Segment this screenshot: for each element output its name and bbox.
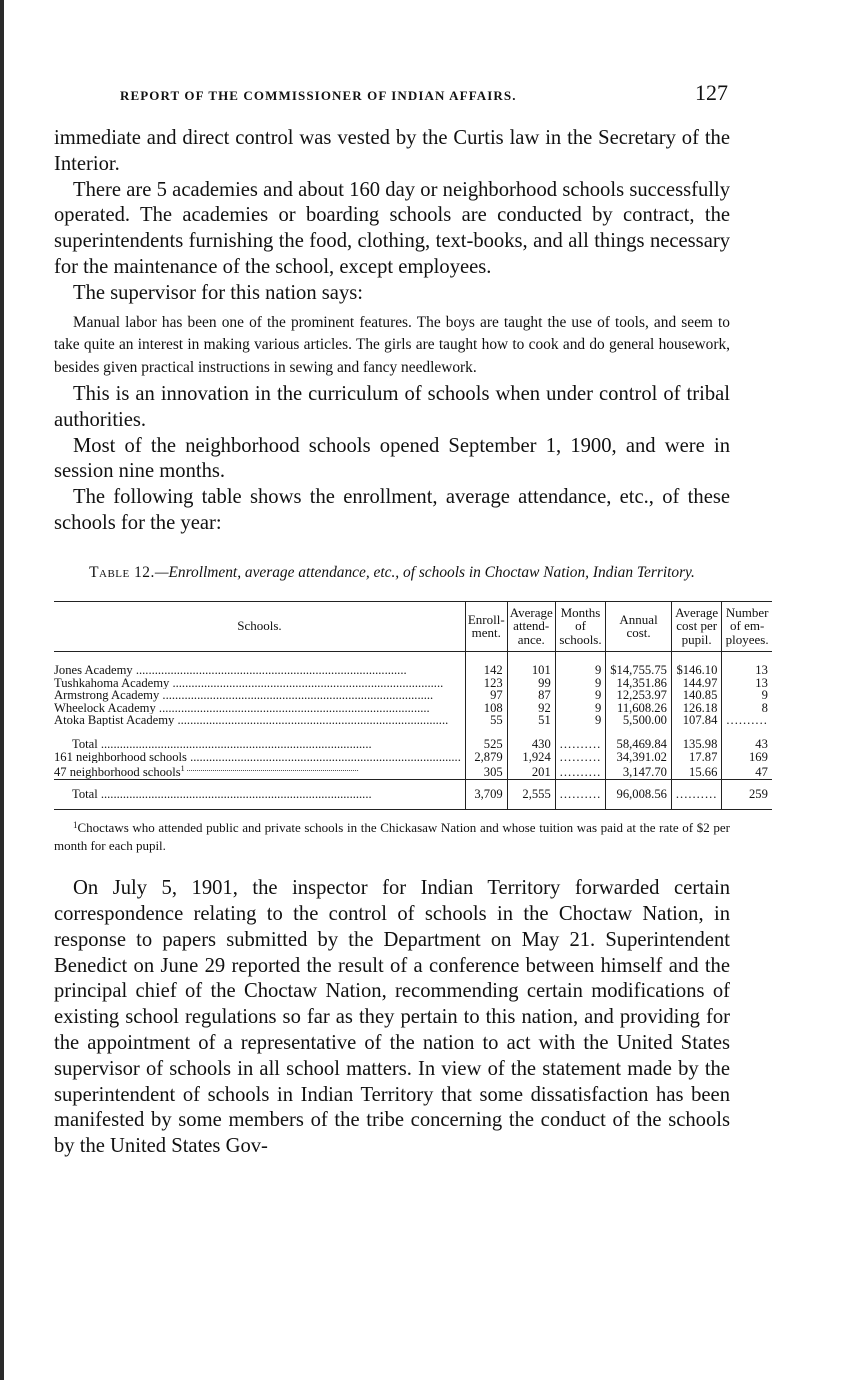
running-head: REPORT OF THE COMMISSIONER OF INDIAN AFFAIRS. bbox=[120, 88, 517, 103]
enrollment-cell: 55 bbox=[465, 714, 507, 726]
subtotal-row bbox=[54, 726, 772, 750]
per-pupil-cell: 15.66 bbox=[671, 763, 721, 779]
page-number: 127 bbox=[695, 80, 728, 105]
per-pupil-cell: 17.87 bbox=[671, 751, 721, 763]
col-header-schools: Schools. bbox=[54, 601, 465, 652]
cost-cell: 5,500.00 bbox=[606, 714, 672, 726]
attendance-cell: 51 bbox=[507, 714, 555, 726]
school-name: Atoka Baptist Academy ..... bbox=[54, 714, 448, 726]
paragraph-supervisor: The supervisor for this nation says: bbox=[73, 281, 363, 304]
table-footnote bbox=[54, 817, 730, 854]
enrollment-cell: 2,879 bbox=[465, 751, 507, 763]
cost-cell: 12,253.97 bbox=[606, 689, 672, 701]
grand-total-label: Total ..... bbox=[54, 787, 372, 801]
table-row bbox=[54, 714, 772, 726]
enrollment-cell: 97 bbox=[465, 689, 507, 701]
attendance-cell: 2,555 bbox=[507, 779, 555, 809]
months-cell: .......... bbox=[555, 763, 605, 779]
paragraph-table-intro: The following table shows the enrollment, average attendance, etc., of these schools for the year: bbox=[54, 486, 730, 535]
grand-total-row bbox=[54, 779, 772, 809]
per-pupil-cell: 135.98 bbox=[671, 726, 721, 750]
employees-cell: 169 bbox=[722, 751, 772, 763]
table-caption-lead: Table 12. bbox=[89, 563, 155, 581]
employees-cell: 47 bbox=[722, 763, 772, 779]
paragraph-innovation: This is an innovation in the curriculum of schools when under control of tribal authorities. bbox=[54, 383, 730, 431]
attendance-cell: 99 bbox=[507, 677, 555, 689]
cost-cell: 11,608.26 bbox=[606, 702, 672, 714]
enrollment-cell: 305 bbox=[465, 763, 507, 779]
attendance-cell: 1,924 bbox=[507, 751, 555, 763]
paragraph-continued: immediate and direct control was vested by the Curtis law in the Secretary of the Interior. bbox=[54, 127, 730, 175]
col-header-employees: Number of em-ployees. bbox=[722, 601, 772, 652]
per-pupil-cell: 126.18 bbox=[671, 702, 721, 714]
employees-cell: .......... bbox=[722, 714, 772, 726]
employees-cell: 259 bbox=[722, 779, 772, 809]
table-row bbox=[54, 751, 772, 763]
table-caption bbox=[54, 563, 730, 583]
col-header-attendance: Average attend-ance. bbox=[507, 601, 555, 652]
page bbox=[54, 78, 769, 1160]
months-cell: 9 bbox=[555, 714, 605, 726]
attendance-cell: 92 bbox=[507, 702, 555, 714]
per-pupil-cell: 107.84 bbox=[671, 714, 721, 726]
enrollment-cell: 3,709 bbox=[465, 779, 507, 809]
table-row bbox=[54, 652, 772, 677]
school-name: 47 neighborhood schools bbox=[54, 765, 181, 780]
enrollment-cell: 108 bbox=[465, 702, 507, 714]
months-cell: 9 bbox=[555, 689, 605, 701]
school-name: Armstrong Academy ..... bbox=[54, 689, 433, 701]
paragraph-academies: There are 5 academies and about 160 day or neighborhood schools successfully operated. The academies or boarding schools are conducted by contract, the superintendents furnishing the food, clothing, text-books, and all things necessary for the maintenance of the school, except employees. bbox=[54, 178, 730, 278]
cost-cell: 96,008.56 bbox=[606, 779, 672, 809]
attendance-cell: 101 bbox=[507, 652, 555, 677]
employees-cell: 13 bbox=[722, 677, 772, 689]
footnote-marker: 1 bbox=[73, 820, 78, 831]
enrollment-cell: 142 bbox=[465, 652, 507, 677]
per-pupil-cell: 140.85 bbox=[671, 689, 721, 701]
table-row bbox=[54, 763, 772, 779]
months-cell: .......... bbox=[555, 751, 605, 763]
school-name: Jones Academy ..... bbox=[54, 663, 407, 676]
paragraph-inspector: On July 5, 1901, the inspector for Indian Territory forwarded certain correspondence relating to the control of schools in the Choctaw Nation, in response to papers submitted by the Department on May 21. Superintendent Benedict on June 29 reported the result of a conference between himself and the principal chief of the Choctaw Nation, recommending certain modifications of existing school regulations so far as they pertain to this nation, and providing for the appointment of a representative of the nation to act with the United States supervisor of schools in all school matters. In view of the statement made by the superintendent of schools in Indian Territory that some dissatisfaction has been manifested by some members of the tribe concerning the conduct of the schools by the United States Gov- bbox=[54, 877, 730, 1158]
scan-edge bbox=[0, 0, 4, 1380]
attendance-cell: 430 bbox=[507, 726, 555, 750]
cost-cell: 14,351.86 bbox=[606, 677, 672, 689]
block-quote: Manual labor has been one of the prominent features. The boys are taught the use of tools, and seem to take quite an interest in making various articles. The girls are taught how to cook and do general housework, besides given practical instructions in sewing and fancy needlework. bbox=[54, 313, 730, 376]
employees-cell: 9 bbox=[722, 689, 772, 701]
page-header bbox=[54, 78, 730, 108]
col-header-cost-per-pupil: Average cost per pupil. bbox=[671, 601, 721, 652]
attendance-cell: 87 bbox=[507, 689, 555, 701]
table-header-row bbox=[54, 601, 772, 652]
months-cell: 9 bbox=[555, 677, 605, 689]
per-pupil-cell: $146.10 bbox=[671, 652, 721, 677]
enrollment-table bbox=[54, 601, 772, 810]
footnote-reference: $^1$ ..... bbox=[181, 764, 359, 773]
months-cell: .......... bbox=[555, 726, 605, 750]
per-pupil-cell: .......... bbox=[671, 779, 721, 809]
cost-cell: 58,469.84 bbox=[606, 726, 672, 750]
subtotal-label: Total ..... bbox=[54, 737, 372, 750]
employees-cell: 8 bbox=[722, 702, 772, 714]
enrollment-cell: 525 bbox=[465, 726, 507, 750]
table-row bbox=[54, 689, 772, 701]
cost-cell: $14,755.75 bbox=[606, 652, 672, 677]
cost-cell: 3,147.70 bbox=[606, 763, 672, 779]
per-pupil-cell: 144.97 bbox=[671, 677, 721, 689]
school-name: 161 neighborhood schools ..... bbox=[54, 751, 461, 763]
col-header-enrollment: Enroll-ment. bbox=[465, 601, 507, 652]
months-cell: 9 bbox=[555, 652, 605, 677]
employees-cell: 43 bbox=[722, 726, 772, 750]
months-cell: 9 bbox=[555, 702, 605, 714]
months-cell: .......... bbox=[555, 779, 605, 809]
school-name: Tushkahoma Academy ..... bbox=[54, 677, 443, 689]
table-caption-text: —Enrollment, average attendance, etc., of schools in Choctaw Nation, Indian Territory. bbox=[154, 563, 695, 581]
school-name: Wheelock Academy ..... bbox=[54, 702, 430, 714]
paragraph-session: Most of the neighborhood schools opened September 1, 1900, and were in session nine months. bbox=[54, 434, 730, 483]
attendance-cell: 201 bbox=[507, 763, 555, 779]
footnote-text: Choctaws who attended public and private schools in the Chickasaw Nation and whose tuition was paid at the rate of $2 per month for each pupil. bbox=[54, 820, 730, 853]
cost-cell: 34,391.02 bbox=[606, 751, 672, 763]
col-header-annual-cost: Annual cost. bbox=[606, 601, 672, 652]
enrollment-cell: 123 bbox=[465, 677, 507, 689]
employees-cell: 13 bbox=[722, 652, 772, 677]
col-header-months: Months of schools. bbox=[555, 601, 605, 652]
